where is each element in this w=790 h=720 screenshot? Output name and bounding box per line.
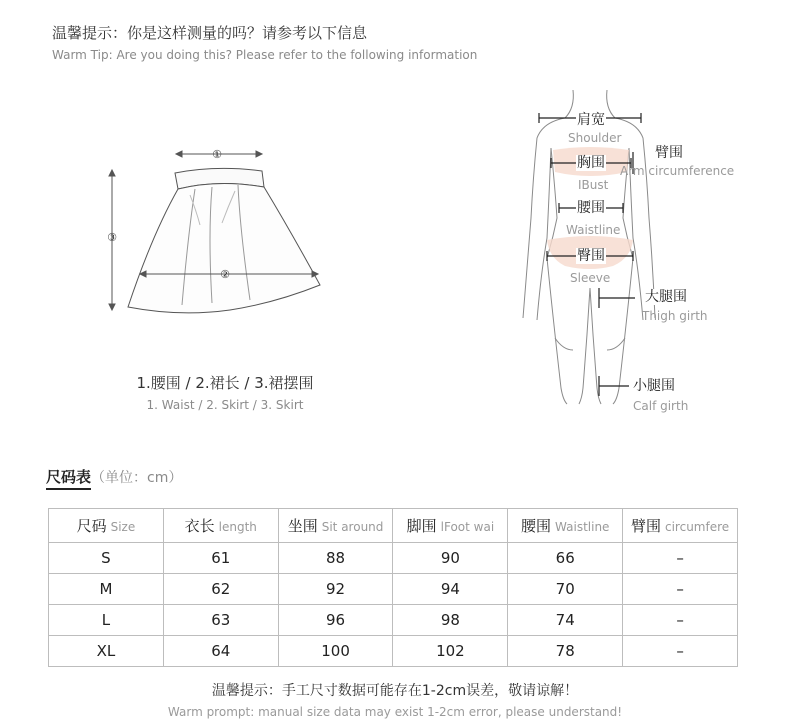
col-header-cn: 臂围	[630, 517, 661, 535]
col-header-en: length	[218, 520, 257, 534]
col-header-en: Sit around	[321, 520, 384, 534]
table-cell: 96	[278, 605, 393, 636]
table-cell: 62	[163, 574, 278, 605]
table-row	[49, 636, 738, 667]
footer-note-cn: 温馨提示：手工尺寸数据可能存在1-2cm误差，敬请谅解！	[211, 683, 579, 699]
calf-label: 小腿围	[633, 378, 675, 394]
col-header-cn: 衣长	[184, 517, 215, 535]
table-cell: M	[49, 574, 164, 605]
skirt-diagram	[100, 135, 340, 340]
table-cell: 92	[278, 574, 393, 605]
skirt-marker-3: ③	[107, 231, 117, 244]
table-row	[49, 574, 738, 605]
waist-label: 腰围	[577, 200, 605, 216]
table-cell: –	[623, 636, 738, 667]
table-header-row	[49, 509, 738, 543]
col-header-foot	[393, 509, 508, 543]
arm-label: 臂围	[655, 145, 683, 161]
waist-label-en: Waistline	[566, 223, 621, 237]
tip-text-cn: 温馨提示：你是这样测量的吗？请参考以下信息	[52, 24, 368, 42]
bust-label-en: IBust	[578, 178, 609, 192]
table-cell: 102	[393, 636, 508, 667]
col-header-cn: 坐围	[287, 517, 318, 535]
hip-label-en: Sleeve	[570, 271, 611, 285]
table-cell: 78	[508, 636, 623, 667]
table-cell: 63	[163, 605, 278, 636]
calf-label-en: Calf girth	[633, 399, 689, 413]
table-cell: 74	[508, 605, 623, 636]
col-header-arm	[623, 509, 738, 543]
skirt-caption-en: 1. Waist / 2. Skirt / 3. Skirt	[146, 398, 304, 412]
tip-text-en: Warm Tip: Are you doing this? Please refer to the following information	[52, 48, 478, 62]
table-cell: –	[623, 543, 738, 574]
table-cell: 61	[163, 543, 278, 574]
col-header-en: Size	[110, 520, 136, 534]
skirt-marker-1: ①	[212, 148, 222, 161]
col-header-en: circumfere	[665, 520, 730, 534]
skirt-caption-cn: 1.腰围 / 2.裙长 / 3.裙摆围	[136, 374, 314, 392]
shoulder-label: 肩宽	[577, 112, 605, 128]
table-cell: –	[623, 605, 738, 636]
table-cell: 70	[508, 574, 623, 605]
hip-label: 臀围	[577, 248, 605, 264]
col-header-waist	[508, 509, 623, 543]
footer-note-en: Warm prompt: manual size data may exist 1-2cm error, please understand!	[167, 705, 623, 719]
table-cell: 90	[393, 543, 508, 574]
col-header-en: Waistline	[555, 520, 610, 534]
col-header-en: lFoot wai	[440, 520, 495, 534]
table-cell: S	[49, 543, 164, 574]
table-row	[49, 605, 738, 636]
thigh-label-en: Thigh girth	[642, 309, 708, 323]
table-cell: 100	[278, 636, 393, 667]
table-cell: 98	[393, 605, 508, 636]
table-cell: 88	[278, 543, 393, 574]
shoulder-label-en: Shoulder	[568, 131, 622, 145]
col-header-cn: 脚围	[406, 517, 437, 535]
table-cell: –	[623, 574, 738, 605]
size-table-title-text: 尺码表	[46, 468, 91, 490]
table-cell: 66	[508, 543, 623, 574]
table-row	[49, 543, 738, 574]
table-cell: XL	[49, 636, 164, 667]
col-header-cn: 尺码	[76, 517, 107, 535]
size-table-title	[46, 466, 182, 487]
table-cell: 94	[393, 574, 508, 605]
arm-label-en: Arm circumference	[620, 164, 735, 178]
size-table	[48, 508, 738, 667]
size-table-unit: （单位：cm）	[91, 470, 183, 486]
col-header-cn: 腰围	[521, 517, 552, 535]
col-header-sit-around	[278, 509, 393, 543]
bust-label: 胸围	[577, 155, 605, 171]
col-header-size	[49, 509, 164, 543]
col-header-length	[163, 509, 278, 543]
table-cell: 64	[163, 636, 278, 667]
table-cell: L	[49, 605, 164, 636]
skirt-marker-2: ②	[220, 268, 230, 281]
thigh-label: 大腿围	[645, 289, 687, 305]
